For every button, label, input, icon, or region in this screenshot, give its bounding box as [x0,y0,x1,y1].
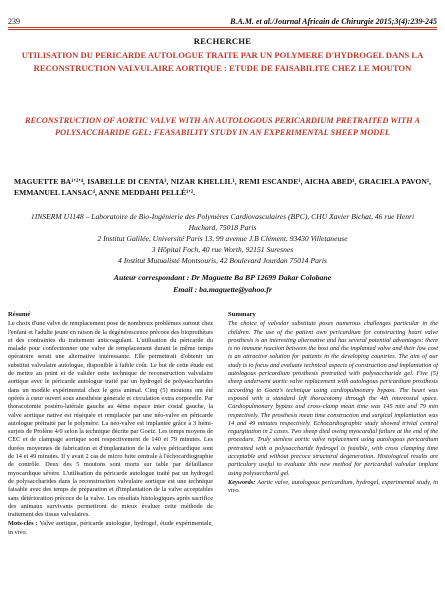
resume-keywords-label: Mots-clés : [8,520,38,528]
affiliations [20,211,425,266]
section-label: RECHERCHE [193,36,252,46]
summary-text: The choice of valvular substitute poses numerous challenges particular in the children. The use of the patient own pericardium for constructing heart valve prosthesis is an interesting alternative and has several potential advantages: there is no immune reaction between the host and the implanted valve and their low cost is an attractive solution for patients in the developing countries. The aim of our study is to focus and evaluate technical aspects of construction and implantation of autologous pericardium prosthesis pretraited with polysaccharide gel. Five (5) sheep underwent aortic valve replacement with autologous pericardium prosthesis according to Goetz's technique using cardiopulmonary bypass. The heart was exposed with a standard left thoracotomy through the 4th intercostal space. Cardiopulmonary bypass and cross-clamp mean time was 145 min and 79 min respectively. The prosthesis mean time construction and surgical implantation was 14 and 49 minutes respectively. Echocardiographic study showed trivial central regurgitation in 2 cases. Two sheep died owing myocardial failure at the end of the procedure. Truly stenless aortic valve replacement using autologous pericardium pretraited with a polysaccharide hydrogel is feasible, with cross clamping time acceptable and without precoce structural degeneration. Histological results are particulary useful to evaluate this new method for pericardial valvular implant using polysaccharid gel. [228,320,438,477]
correspondent-block [20,272,425,296]
journal-citation: B.A.M. et al./Journal Africain de Chirurgie 2015;3(4):239-245 [230,17,437,26]
summary-heading: Summary [228,311,256,318]
header-rule [8,27,437,30]
running-header [8,2,437,26]
resume-keywords-text: Valve aortique, péricarde autologue, hydrogel, étude expérimentale, in vivo. [8,520,213,536]
title-english: RECONSTRUCTION OF AORTIC VALVE WITH AN AUTOLOGOUS PERICARDIUM PRETRAITED WITH A POLYSACCHARIDE GEL: FEASABILITY STUDY IN AN EXPERIMENTAL SHEEP MODEL [24,116,421,137]
resume-heading: Résumé [8,311,31,318]
summary-column [228,311,438,607]
summary-keywords-label: Keywords: [228,478,256,486]
affiliation-1: 1INSERM U1148 – Laboratoire de Bio-Ingénierie des Polymères Cardiovasculaires (BPC), CHU Xavier Bichat, 46 rue Henri Huchard, 75018 Paris [30,212,415,232]
resume-text: Le choix d'une valve de remplacement pose de nombreux problèmes surtout chez l'enfant et l'adulte jeune en raison de la dégénérescence précoce des bioprothèses et des contraintes du traitement anticoagulant. L'utilisation du péricarde du malade pour confectionner une valve de remplacement durant le même temps opératoire serait une alternative intéressante. Elle permettrait d'obtenir un substitut valvulaire autologue, disponible à faible coût. Le but de cette étude est de mettre au point et de valider cette technique de reconstruction valvulaire aortique avec le péricarde autologue traité par un hydrogel de polysaccharides dans un modèle expérimental chez le gros animal. Cinq (5) moutons ont été opérés à cœur ouvert sous anesthésie générale et circulation extra corporelle. Par thoracotomie postéro-latérale gauche au 4ème espace inter costal gauche, la valve aortique native est réséquée et remplacée par une néo-valve en péricarde autologue prétraité par le polymère. La néo-valve est implantée grâce à 3 hémi-surjets de Prolène 4/0 selon la technique décrite par Goetz. Les temps moyens de CEC et de clampage aortique sont respectivement de 140 et 79 minutes. Les durées moyennes de fabrication et d'implantation de la valve péricardique sont de 14 et 49 minutes. Il y avait 2 cas de micro fuite centrale à l'échocardiographie de contrôle. Deux des 5 moutons sont morts sur table par défaillance myocardique sévère. L'utilisation du péricarde autologue traité par un hydrogel de polysaccharides dans la reconstruction valvulaire aortique est une technique faisable avec des temps de préparation et d'implantation de la valve acceptables sans détérioration précoce de la valve. Les résultats histologiques après sacrifice des animaux survivants permettront de mieux évaluer cette méthode de traitement des tissus valvulaires. [8,320,213,519]
correspondent-email: Email : ba.maguette@yahoo.fr [173,285,272,294]
summary-keywords-text: Aortic valve, autologous pericardium, hydrogel, experimental study, in vivo. [228,478,438,495]
summary-keywords [228,479,438,496]
author-list: MAGUETTE BA¹ʼ²ʼ⁴, ISABELLE DI CENTA³, NIZAR KHELLIL¹, REMI ESCANDE¹, AICHA ABED¹, GRACIELA PAVON¹, EMMANUEL LANSAC⁴, ANNE MEDDAHI PELLÉ¹ʼ². [14,177,431,197]
resume-keywords [8,520,213,537]
title-french: UTILISATION DU PERICARDE AUTOLOGUE TRAITE PAR UN POLYMERE D'HYDROGEL DANS LA RECONSTRUCTION VALVULAIRE AORTIQUE : ETUDE DE FAISABILITE CHEZ LE MOUTON [21,50,424,73]
resume-column [8,311,213,607]
page-number: 239 [8,17,20,26]
affiliation-3: 3 Hôpital Foch, 40 rue Worth, 92151 Suresnes [151,245,294,254]
affiliation-4: 4 Institut Mutualisté Montsouris, 42 Boulevard Jourdan 75014 Paris [118,256,327,265]
correspondent-address: Auteur correspondant : Dr Maguette Ba BP 12699 Dakar Colobane [113,273,332,282]
affiliation-2: 2 Institut Galilée, Université Paris 13, 99 avenue J.B Clément, 93430 Villetaneuse [97,234,348,243]
